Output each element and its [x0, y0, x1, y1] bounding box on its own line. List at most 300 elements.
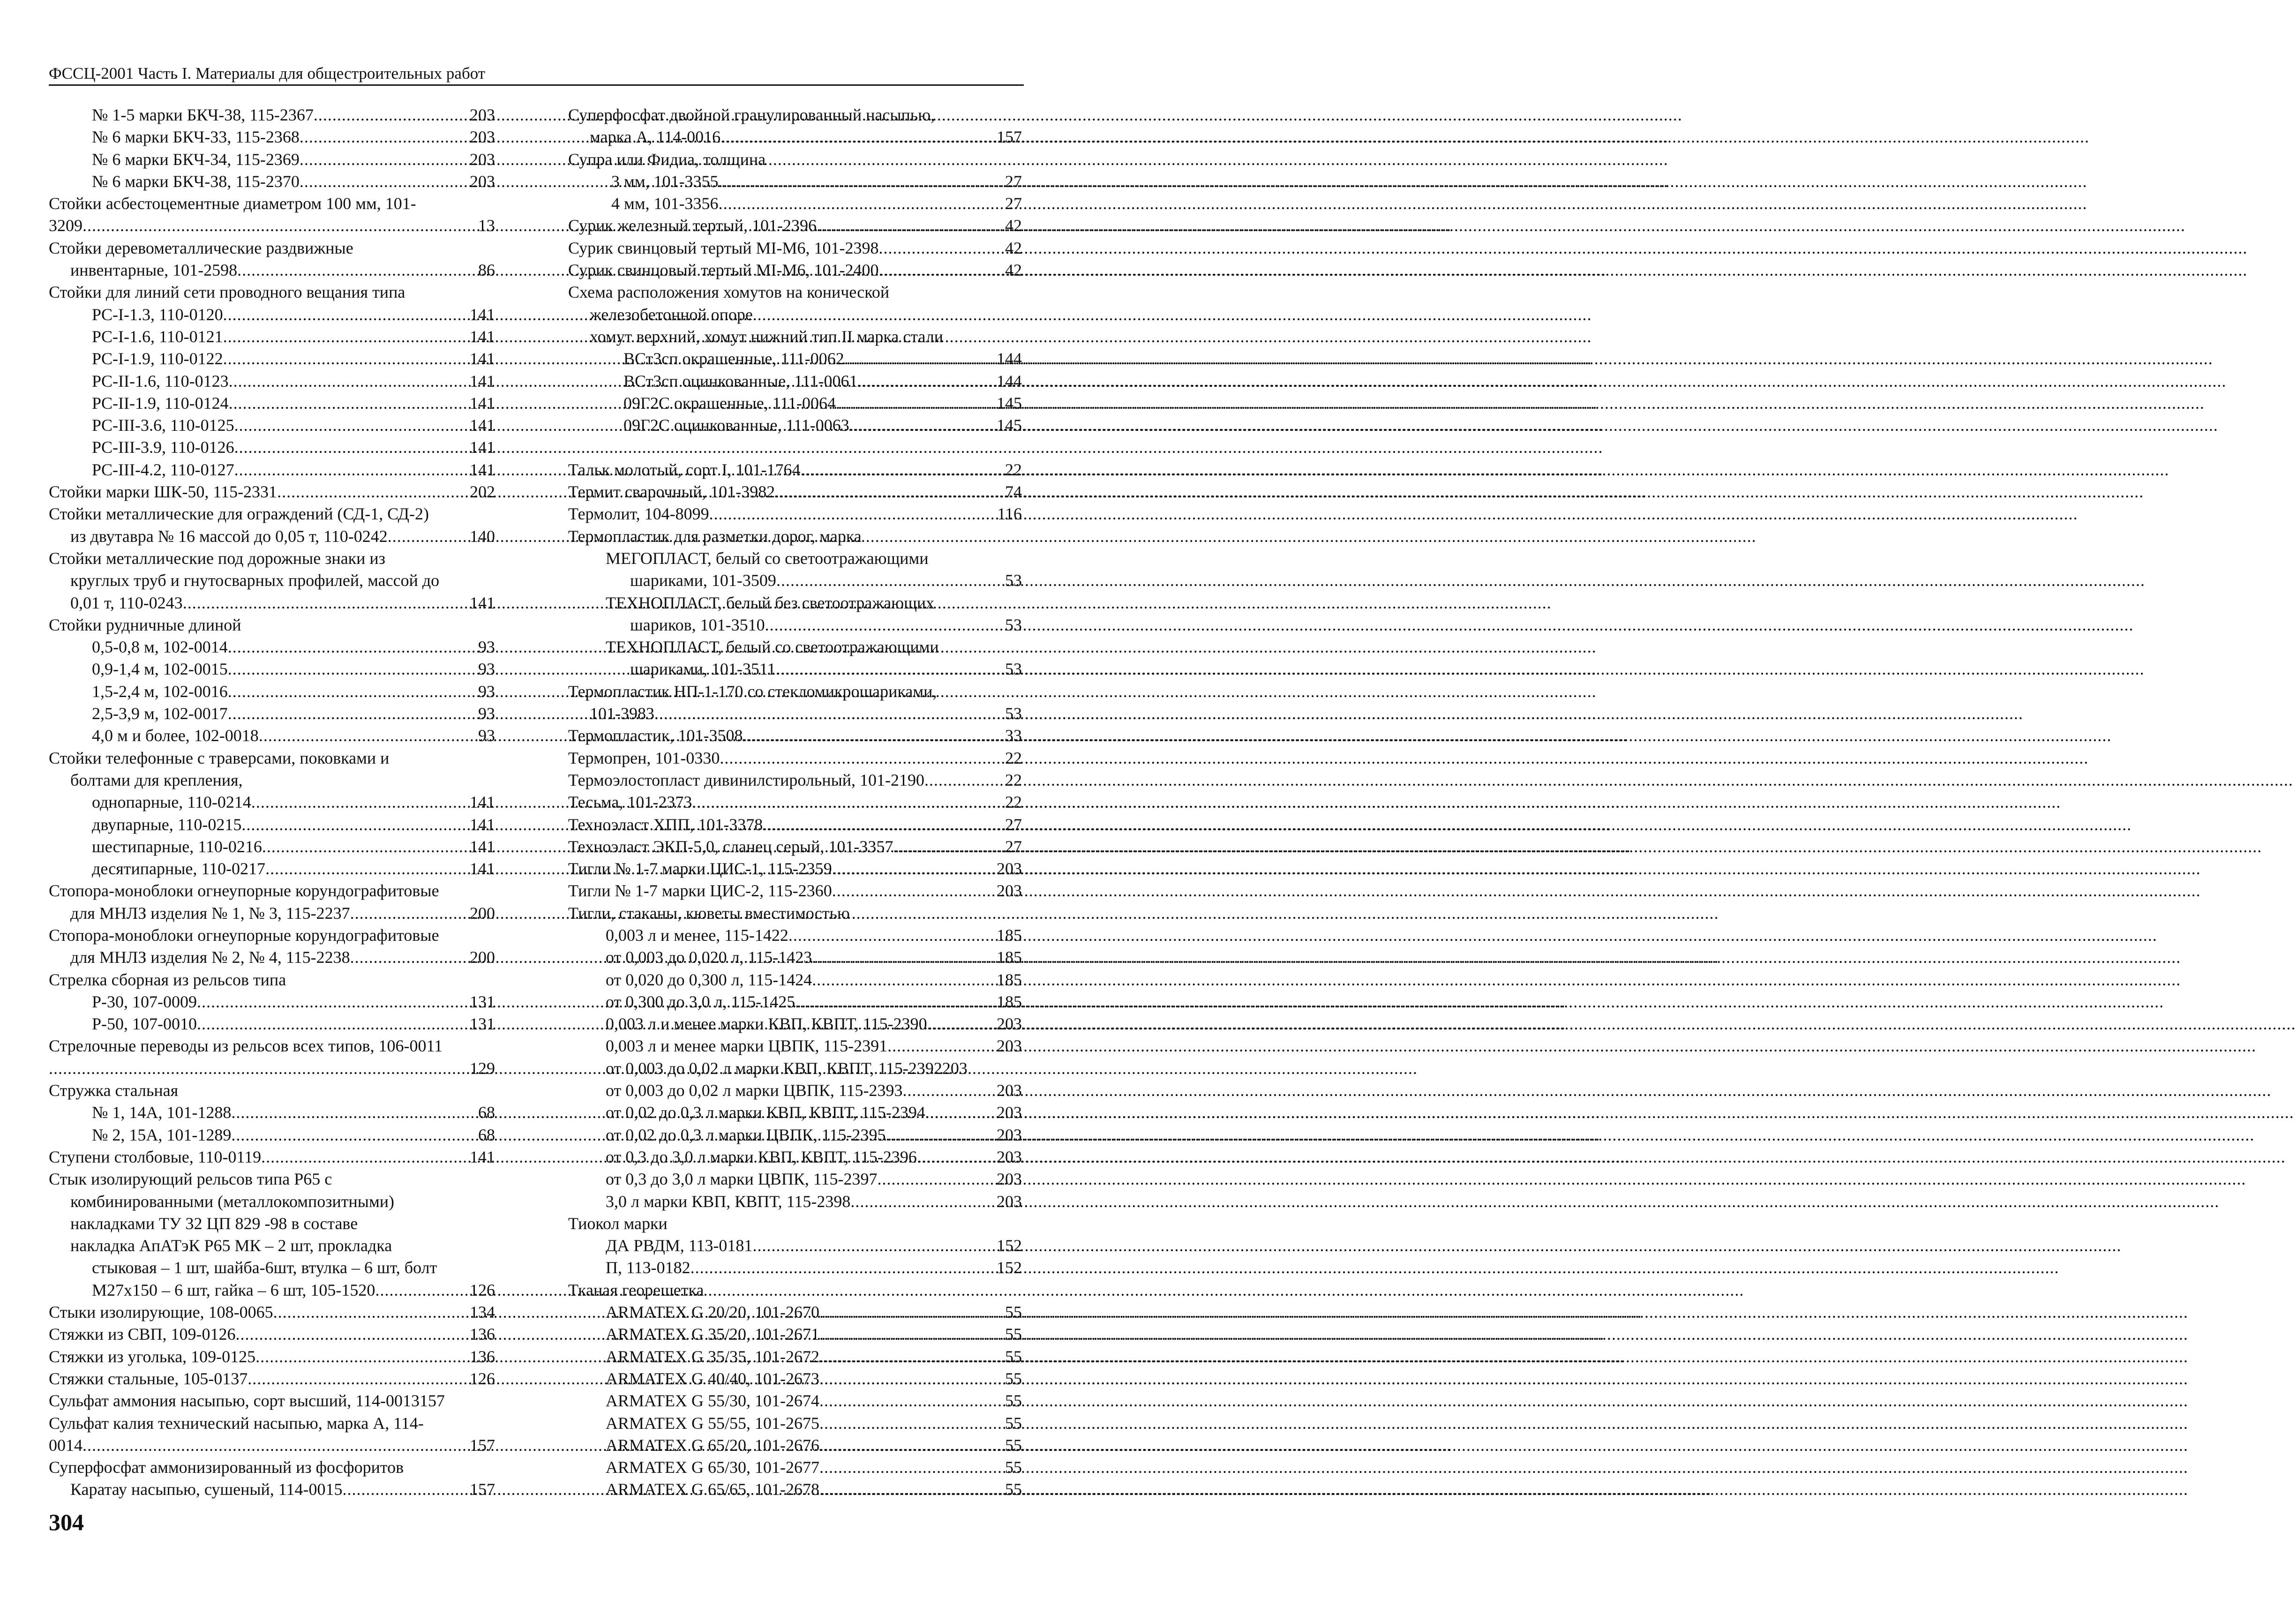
entry-text: от 0,003 до 0,02 л марки КВП, КВПТ, 115-2392203 [606, 1058, 968, 1078]
entry-page-number: 55 [1005, 1413, 1022, 1433]
dot-leader [261, 1146, 469, 1168]
entry-page-number: 141 [470, 305, 495, 324]
dot-leader [235, 1323, 469, 1345]
entry-page-number: 200 [470, 903, 495, 923]
index-entry [568, 1213, 1022, 1235]
index-entry [568, 348, 1022, 370]
dot-leader [709, 503, 997, 525]
entry-text: ARMATEX G 40/40, 101-2673 [606, 1369, 819, 1388]
entry-page-number: 55 [1005, 1303, 1022, 1322]
entry-page-number: 27 [1005, 172, 1022, 191]
dot-leader [197, 1013, 469, 1035]
index-entry [49, 237, 495, 259]
index-entry [568, 1102, 1022, 1124]
entry-text: Техноэласт ХПП, 101-3378 [568, 815, 763, 834]
entry-text: 09Г2С оцинкованные, 111-0063 [623, 416, 849, 435]
entry-text: Техноэласт ЭКП-5,0, сланец серый, 101-3357 [568, 837, 893, 856]
dot-leader [795, 991, 996, 1013]
entry-text: 0,9-1,4 м, 102-0015 [92, 660, 228, 679]
entry-page-number: 185 [997, 948, 1022, 967]
index-entry [49, 703, 495, 725]
index-entry [568, 126, 1022, 148]
entry-text: Термопластик для разметки дорог, марка [568, 526, 862, 546]
dot-leader [917, 1146, 996, 1168]
index-entry [568, 570, 1022, 592]
dot-leader [229, 392, 469, 414]
entry-text: Схема расположения хомутов на конической [568, 283, 890, 302]
dot-leader [654, 703, 1004, 725]
entry-text: Сурик свинцовый тертый MI-M6, 101-2400 [568, 261, 879, 280]
entry-text: PC-III-3.9, 110-0126 [92, 438, 234, 457]
index-entry [49, 1478, 495, 1501]
dot-leader [743, 725, 1005, 747]
entry-text: накладками ТУ 32 ЦП 829 -98 в составе [70, 1214, 358, 1233]
entry-page-number: 93 [478, 660, 495, 679]
dot-leader [819, 1390, 1004, 1412]
dot-leader [262, 836, 469, 858]
index-entry [49, 436, 495, 458]
index-entry [568, 259, 1022, 281]
index-entry [49, 902, 495, 924]
entry-text: шариками, 101-3511 [630, 660, 776, 679]
index-entry [568, 1434, 1022, 1456]
entry-page-number: 116 [997, 504, 1022, 524]
entry-page-number: 203 [997, 1014, 1022, 1034]
entry-text: железобетонной опоре [590, 305, 753, 324]
dot-leader [83, 215, 477, 237]
entry-text: № 1-5 марки БКЧ-38, 115-2367 [92, 105, 314, 124]
dot-leader [720, 747, 1004, 769]
index-entry [49, 193, 495, 215]
entry-page-number: 55 [1005, 1369, 1022, 1388]
entry-text: Стрелка сборная из рельсов типа [49, 970, 286, 989]
index-entry [49, 592, 495, 614]
entry-text: 2,5-3,9 м, 102-0017 [92, 704, 228, 723]
index-entry [568, 814, 1022, 836]
entry-text: № 6 марки БКЧ-33, 115-2368 [92, 128, 300, 147]
dot-leader [819, 1368, 1004, 1390]
entry-text: Тигли, стаканы, кюветы вместимостью [568, 903, 850, 923]
dot-leader [719, 193, 1004, 215]
index-entry [568, 658, 1022, 680]
dot-leader [832, 858, 996, 880]
index-entry [568, 946, 1022, 968]
dot-leader [775, 481, 1004, 503]
index-entry [49, 392, 495, 414]
entry-text: М27х150 – 6 шт, гайка – 6 шт, 105-1520 [92, 1280, 375, 1299]
entry-text: 0,003 л и менее, 115-1422 [606, 925, 788, 945]
entry-page-number: 136 [470, 1325, 495, 1344]
entry-page-number: 134 [470, 1303, 495, 1322]
entry-text: П, 113-0182 [606, 1258, 690, 1277]
entry-text: Тиокол марки [568, 1214, 668, 1233]
dot-leader [819, 1346, 1004, 1368]
entry-text: PC-III-4.2, 110-0127 [92, 460, 234, 479]
entry-page-number: 129 [470, 1058, 495, 1078]
entry-page-number: 22 [1005, 770, 1022, 789]
entry-text: круглых труб и гнутосварных профилей, массой до [70, 571, 440, 590]
entry-text: 0,003 л и менее марки КВП, КВПТ, 115-2390 [606, 1014, 927, 1034]
entry-text: Тальк молотый, сорт I, 101-1764 [568, 460, 801, 479]
index-entry [568, 924, 1022, 946]
entry-text: Суперфосфат двойной гранулированный насыпью, [568, 105, 935, 124]
dot-leader [836, 392, 996, 414]
index-entry [49, 503, 495, 525]
entry-page-number: 203 [997, 1103, 1022, 1122]
entry-text: Стойки асбестоцементные диаметром 100 мм, 101- [49, 194, 416, 213]
dot-leader [765, 614, 1004, 636]
entry-page-number: 141 [470, 1147, 495, 1166]
index-entry [568, 681, 1022, 703]
index-entry [568, 326, 1022, 348]
entry-page-number: 141 [470, 460, 495, 479]
entry-page-number: 93 [478, 704, 495, 723]
entry-text: 4 мм, 101-3356 [611, 194, 719, 213]
index-entry [568, 1146, 1022, 1168]
dot-leader [241, 814, 469, 836]
index-entry [568, 237, 1022, 259]
index-entry [49, 1301, 495, 1323]
index-entry [49, 791, 495, 813]
entry-page-number: 55 [1005, 1391, 1022, 1411]
entry-page-number: 157 [470, 1435, 495, 1455]
index-entry [49, 1346, 495, 1368]
entry-page-number: 33 [1005, 726, 1022, 745]
index-entry [49, 281, 495, 303]
entry-text: Стойки деревометаллические раздвижные [49, 238, 353, 257]
index-entry [49, 414, 495, 436]
entry-page-number: 145 [997, 416, 1022, 435]
entry-text: PC-I-1.9, 110-0122 [92, 349, 223, 368]
index-entry [49, 1080, 495, 1102]
dot-leader [255, 1346, 469, 1368]
entry-text: Сурик железный тертый, 101-2396 [568, 216, 817, 235]
index-entry [49, 969, 495, 991]
entry-page-number: 202 [470, 482, 495, 502]
entry-text: от 0,02 до 0,3 л марки КВП, КВПТ, 115-2394 [606, 1103, 925, 1122]
entry-page-number: 22 [1005, 460, 1022, 479]
entry-text: 3209 [49, 216, 83, 235]
entry-text: ARMATEX G 55/55, 101-2675 [606, 1413, 819, 1433]
index-entry [568, 193, 1022, 215]
dot-leader [342, 1478, 469, 1501]
dot-leader [228, 636, 477, 658]
index-entry [49, 1368, 495, 1390]
index-entry [49, 326, 495, 348]
entry-page-number: 86 [478, 261, 495, 280]
entry-text: для МНЛЗ изделия № 2, № 4, 115-2238 [70, 948, 350, 967]
dot-leader [49, 1058, 469, 1080]
index-entry [49, 1412, 495, 1434]
entry-page-number: 55 [1005, 1458, 1022, 1477]
index-entry [49, 1323, 495, 1345]
entry-page-number: 141 [470, 837, 495, 856]
dot-leader [849, 414, 996, 436]
entry-text: Тигли № 1-7 марки ЦИС-2, 115-2360 [568, 881, 832, 901]
entry-text: от 0,3 до 3,0 л марки КВП, КВПТ, 115-2396 [606, 1147, 917, 1166]
dot-leader [231, 1102, 477, 1124]
index-entry [568, 880, 1022, 902]
entry-text: Тканая георешетка [568, 1280, 704, 1299]
index-entry [568, 1058, 1022, 1080]
entry-page-number: 93 [478, 638, 495, 657]
dot-leader [248, 1368, 469, 1390]
entry-text: ARMATEX G 20/20, 101-2670 [606, 1303, 819, 1322]
index-entry [49, 836, 495, 858]
dot-leader [388, 525, 469, 548]
entry-page-number: 185 [997, 925, 1022, 945]
index-entry [49, 991, 495, 1013]
entry-page-number: 203 [997, 1170, 1022, 1189]
entry-text: десятипарные, 110-0217 [92, 859, 266, 878]
entry-text: Сурик свинцовый тертый MI-M6, 101-2398 [568, 238, 879, 257]
entry-page-number: 141 [470, 371, 495, 390]
entry-text: комбинированными (металлокомпозитными) [70, 1192, 395, 1211]
index-entry [49, 481, 495, 503]
dot-leader [776, 658, 1004, 680]
entry-page-number: 141 [470, 327, 495, 346]
index-entry [49, 1146, 495, 1168]
index-entry [568, 991, 1022, 1013]
dot-leader [877, 1168, 996, 1190]
entry-page-number: 203 [470, 105, 495, 124]
entry-page-number: 203 [997, 1036, 1022, 1056]
index-column-left [49, 104, 495, 1501]
entry-page-number: 141 [470, 393, 495, 413]
entry-page-number: 55 [1005, 1435, 1022, 1455]
entry-page-number: 141 [470, 349, 495, 368]
dot-leader [259, 725, 477, 747]
entry-page-number: 93 [478, 726, 495, 745]
entry-page-number: 140 [470, 526, 495, 546]
entry-text: № 6 марки БКЧ-38, 115-2370 [92, 172, 300, 191]
entry-text: ARMATEX G 35/20, 101-2671 [606, 1325, 819, 1344]
index-entry [568, 1368, 1022, 1390]
dot-leader [183, 592, 469, 614]
entry-text: Термопластик НП-1-170 со стекломикрошариками, [568, 682, 937, 701]
entry-text: Тесьма, 101-2373 [568, 793, 692, 812]
entry-text: Термолит, 104-8099 [568, 504, 709, 524]
entry-page-number: 141 [470, 438, 495, 457]
dot-leader [692, 791, 1004, 813]
index-entry [49, 658, 495, 680]
index-entry [568, 414, 1022, 436]
index-entry [49, 614, 495, 636]
dot-leader [893, 836, 1004, 858]
index-entry [568, 1301, 1022, 1323]
entry-text: Стык изолирующий рельсов типа Р65 с [49, 1170, 332, 1189]
dot-leader [817, 215, 1004, 237]
entry-text: от 0,300 до 3,0 л, 115-1425 [606, 992, 795, 1011]
entry-text: хомут верхний, хомут нижний тип II марка стали [590, 327, 944, 346]
index-entry [568, 1013, 1022, 1035]
entry-page-number: 152 [997, 1258, 1022, 1277]
dot-leader [850, 1191, 996, 1213]
entry-text: Стопора-моноблоки огнеупорные корундографитовые [49, 881, 439, 901]
dot-leader [251, 791, 469, 813]
entry-text: МЕГОПЛАСТ, белый со светоотражающими [606, 548, 929, 568]
entry-page-number: 141 [470, 793, 495, 812]
entry-page-number: 203 [997, 1125, 1022, 1144]
entry-text: Тигли № 1-7 марки ЦИС-1, 115-2359 [568, 859, 832, 878]
index-entry [49, 725, 495, 747]
dot-leader [800, 459, 1004, 481]
entry-text: двупарные, 110-0215 [92, 815, 242, 834]
index-entry [49, 636, 495, 658]
entry-text: стыковая – 1 шт, шайба-6шт, втулка – 6 шт, болт [92, 1258, 437, 1277]
entry-text: P-30, 107-0009 [92, 992, 197, 1011]
index-entry [568, 1080, 1022, 1102]
entry-page-number: 185 [997, 970, 1022, 989]
entry-page-number: 53 [1005, 704, 1022, 723]
index-entry [49, 1257, 495, 1279]
entry-text: ARMATEX G 65/30, 101-2677 [606, 1458, 819, 1477]
dot-leader [819, 1301, 1004, 1323]
index-entry [49, 1279, 495, 1301]
index-entry [49, 946, 495, 968]
entry-page-number: 27 [1005, 837, 1022, 856]
entry-page-number: 145 [997, 393, 1022, 413]
dot-leader [350, 946, 469, 968]
dot-leader [300, 149, 469, 171]
entry-page-number: 141 [470, 859, 495, 878]
index-entry [568, 149, 1022, 171]
entry-page-number: 126 [470, 1369, 495, 1388]
index-entry [568, 614, 1022, 636]
index-entry [49, 814, 495, 836]
index-entry [49, 215, 495, 237]
entry-text: от 0,02 до 0,3 л марки ЦВПК, 115-2395 [606, 1125, 886, 1144]
entry-text: № 6 марки БКЧ-34, 115-2369 [92, 150, 300, 169]
entry-page-number: 55 [1005, 1347, 1022, 1366]
dot-leader [265, 858, 469, 880]
entry-text: ДА РВДМ, 113-0181 [606, 1236, 753, 1255]
entry-text: Ступени столбовые, 110-0119 [49, 1147, 262, 1166]
index-entry [568, 1235, 1022, 1257]
entry-text: PC-III-3.6, 110-0125 [92, 416, 234, 435]
entry-page-number: 68 [478, 1103, 495, 1122]
entry-page-number: 22 [1005, 793, 1022, 812]
dot-leader [719, 171, 1004, 193]
entry-page-number: 53 [1005, 615, 1022, 634]
index-entry [568, 1412, 1022, 1434]
dot-leader [788, 924, 996, 946]
index-entry [49, 1168, 495, 1190]
entry-page-number: 141 [470, 815, 495, 834]
entry-text: Стяжки из СВП, 109-0126 [49, 1325, 236, 1344]
entry-page-number: 141 [470, 416, 495, 435]
index-entry [49, 104, 495, 126]
entry-text: ARMATEX G 65/65, 101-2678 [606, 1480, 819, 1499]
entry-page-number: 42 [1005, 238, 1022, 257]
index-entry [49, 370, 495, 392]
index-entry [49, 747, 495, 769]
dot-leader [223, 326, 469, 348]
entry-text: Стойки металлические под дорожные знаки из [49, 548, 385, 568]
entry-text: PC-II-1.6, 110-0123 [92, 371, 229, 390]
entry-page-number: 203 [997, 1192, 1022, 1211]
dot-leader [832, 880, 996, 902]
entry-page-number: 200 [470, 948, 495, 967]
entry-text: ARMATEX G 65/20, 101-2676 [606, 1435, 819, 1455]
entry-text: Сульфат калия технический насыпью, марка А, 114- [49, 1413, 424, 1433]
entry-text: № 1, 14A, 101-1288 [92, 1103, 232, 1122]
entry-page-number: 203 [997, 881, 1022, 901]
index-entry [568, 1257, 1022, 1279]
index-entry [568, 858, 1022, 880]
entry-text: Термит сварочный, 101-3982 [568, 482, 775, 502]
index-entry [568, 503, 1022, 525]
entry-text: ARMATEX G 35/35, 101-2672 [606, 1347, 819, 1366]
dot-leader [720, 126, 996, 148]
index-entry [568, 392, 1022, 414]
entry-text: Стыки изолирующие, 108-0065 [49, 1303, 273, 1322]
entry-text: шариками, 101-3509 [630, 571, 776, 590]
entry-text: ТЕХНОПЛАСТ, белый без светоотражающих [606, 593, 935, 612]
dot-leader [277, 481, 469, 503]
dot-leader [927, 1013, 996, 1035]
entry-text: P-50, 107-0010 [92, 1014, 197, 1034]
entry-text: Термопрен, 101-0330 [568, 748, 720, 767]
entry-page-number: 152 [997, 1236, 1022, 1255]
dot-leader [812, 969, 996, 991]
entry-page-number: 141 [470, 593, 495, 612]
entry-page-number: 22 [1005, 748, 1022, 767]
dot-leader [763, 814, 1004, 836]
index-entry [49, 1013, 495, 1035]
dot-leader [231, 1124, 477, 1146]
index-entry [49, 171, 495, 193]
index-entry [568, 592, 1022, 614]
dot-leader [690, 1257, 996, 1279]
entry-page-number: 42 [1005, 261, 1022, 280]
entry-page-number: 27 [1005, 815, 1022, 834]
dot-leader [819, 1434, 1004, 1456]
entry-text: 1,5-2,4 м, 102-0016 [92, 682, 228, 701]
dot-leader [879, 237, 1004, 259]
dot-leader [234, 436, 469, 458]
dot-leader [300, 171, 469, 193]
entry-text: Каратау насыпью, сушеный, 114-0015 [70, 1480, 343, 1499]
index-entry [568, 1323, 1022, 1345]
index-entry [49, 259, 495, 281]
entry-page-number: 55 [1005, 1480, 1022, 1499]
dot-leader [273, 1301, 469, 1323]
index-entry [568, 1035, 1022, 1057]
index-entry [568, 769, 1022, 791]
entry-text: Суперфосфат аммонизированный из фосфоритов [49, 1458, 404, 1477]
dot-leader [844, 348, 996, 370]
entry-page-number: 131 [470, 1014, 495, 1034]
entry-page-number: 131 [470, 992, 495, 1011]
dot-leader [234, 459, 469, 481]
index-entry [568, 481, 1022, 503]
index-entry [568, 791, 1022, 813]
dot-leader [350, 902, 469, 924]
entry-text: Стойки марки ШК-50, 115-2331 [49, 482, 278, 502]
running-header: ФССЦ-2001 Часть I. Материалы для общестроительных работ [49, 63, 1024, 86]
dot-leader [228, 703, 477, 725]
index-entry [568, 636, 1022, 658]
dot-leader [819, 1412, 1004, 1434]
index-entry [568, 725, 1022, 747]
entry-page-number: 53 [1005, 571, 1022, 590]
index-entry [568, 215, 1022, 237]
dot-leader [879, 259, 1004, 281]
index-entry [49, 1035, 495, 1057]
index-entry [568, 281, 1022, 303]
entry-text: Стяжки стальные, 105-0137 [49, 1369, 248, 1388]
